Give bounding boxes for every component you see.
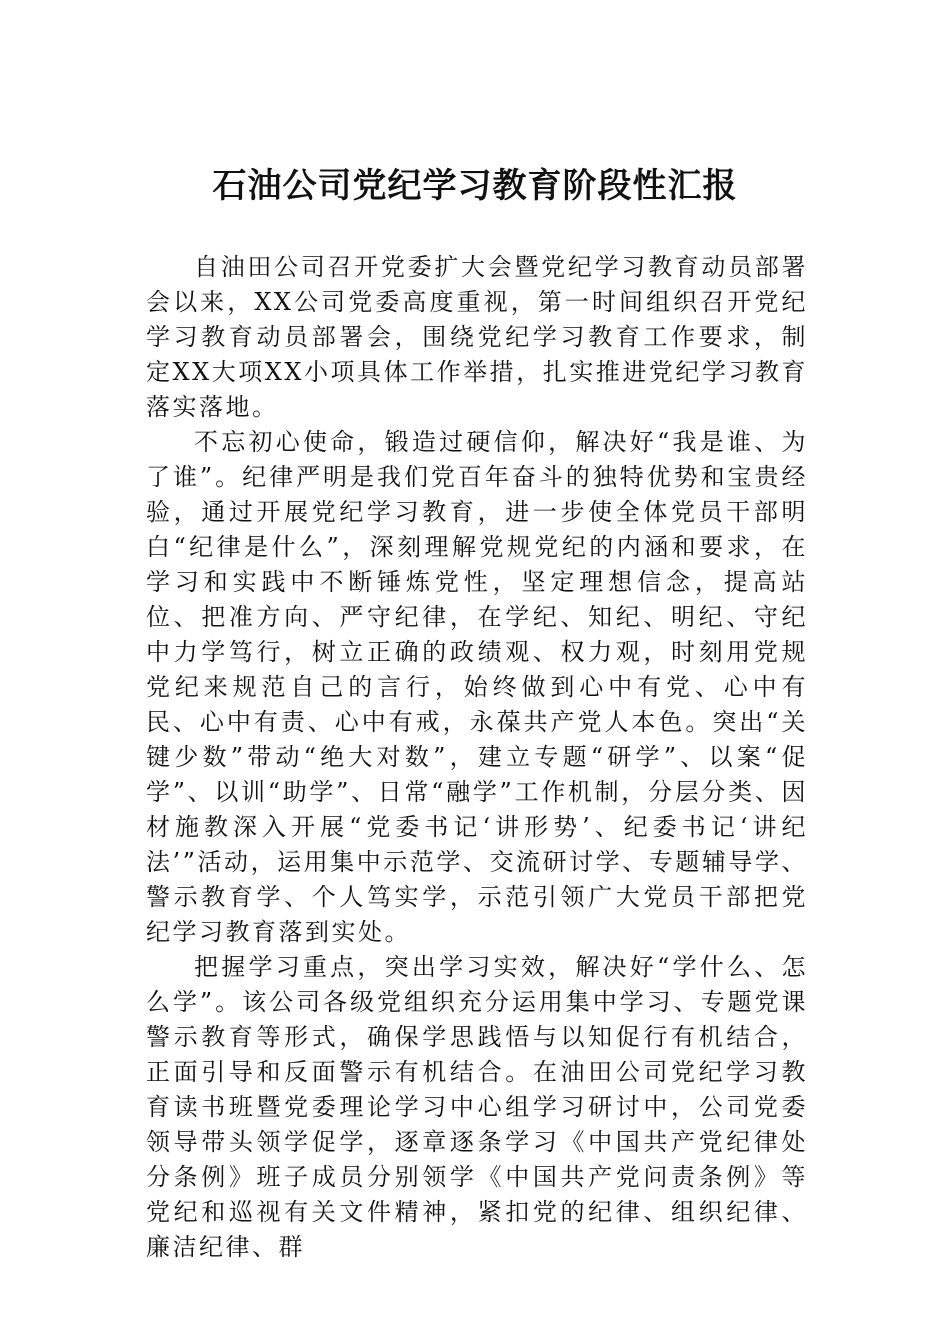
document-body — [146, 250, 808, 1265]
paragraph-3: 把握学习重点，突出学习实效，解决好“学什么、怎么学”。该公司各级党组织充分运用集中学习、专题党课警示教育等形式，确保学思践悟与以知促行有机结合，正面引导和反面警示有机结合。在油田公司党纪学习教育读书班暨党委理论学习中心组学习研讨中，公司党委领导带头领学促学，逐章逐条学习《中国共产党纪律处分条例》班子成员分别领学《中国共产党问责条例》等党纪和巡视有关文件精神，紧扣党的纪律、组织纪律、廉洁纪律、群 — [146, 953, 808, 1261]
document-title: 石油公司党纪学习教育阶段性汇报 — [212, 166, 738, 206]
paragraph-2: 不忘初心使命，锻造过硬信仰，解决好“我是谁、为了谁”。纪律严明是我们党百年奋斗的独特优势和宝贵经验，通过开展党纪学习教育，进一步使全体党员干部明白“纪律是什么”，深刻理解党规党纪的内涵和要求，在学习和实践中不断锤炼党性，坚定理想信念，提高站位、把准方向、严守纪律，在学纪、知纪、明纪、守纪中力学笃行，树立正确的政绩观、权力观，时刻用党规党纪来规范自己的言行，始终做到心中有党、心中有民、心中有责、心中有戒，永葆共产党人本色。突出“关键少数”带动“绝大对数”，建立专题“研学”、以案“促学”、以训“助学”、日常“融学”工作机制，分层分类、因材施教深入开展“党委书记‘讲形势’、纪委书记‘讲纪法’”活动，运用集中示范学、交流研讨学、专题辅导学、警示教育学、个人笃实学，示范引领广大党员干部把党纪学习教育落到实处。 — [146, 428, 808, 946]
paragraph-1: 自油田公司召开党委扩大会暨党纪学习教育动员部署会以来，XX公司党委高度重视，第一时间组织召开党纪学习教育动员部署会，围绕党纪学习教育工作要求，制定XX大项XX小项具体工作举措，扎实推进党纪学习教育落实落地。 — [146, 253, 808, 421]
